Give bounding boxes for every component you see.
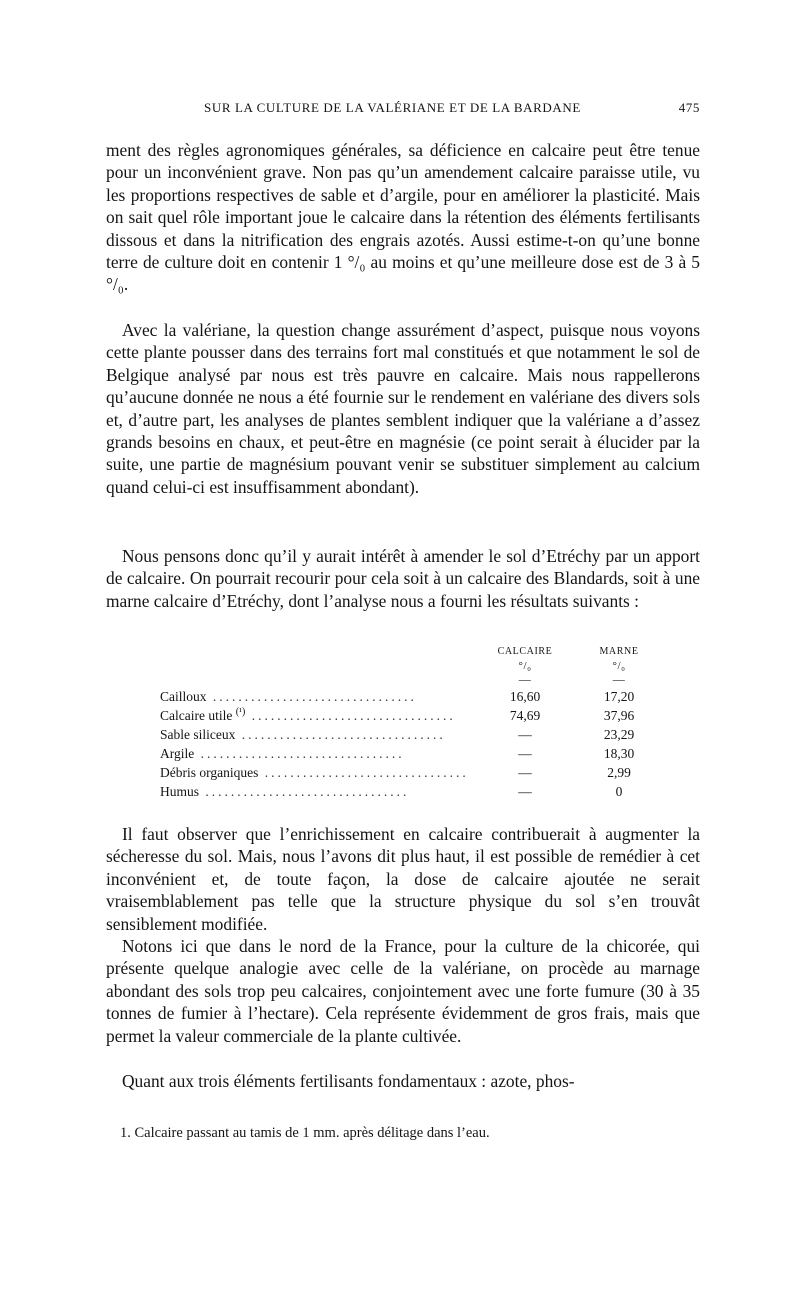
cell-calcaire: 74,69 (509, 708, 541, 723)
running-head (106, 100, 700, 120)
cell-calcaire: — (518, 765, 532, 780)
row-label: Débris organiques (160, 765, 259, 780)
paragraph-4: Il faut observer que l’enrichissement en calcaire contribuerait à augmenter la sécheresse du sol. Mais, nous l’avons dit plus haut, il est possible de remédier à cet inconvénient et, de toute façon, la dose de calcaire ajoutée ne serait vraisemblablement pas telle que la structure physique du sol s’en trouvât sensiblement modifiée. (106, 824, 700, 934)
paragraph-5: Notons ici que dans le nord de la France, pour la culture de la chicorée, qui présente quelque analogie avec celle de la valériane, on procède au marnage abondant des sols trop peu calcaires, conjointement avec une forte fumure (30 à 35 tonnes de fumier à l’hectare). Cela représente évidemment de gros frais, mais que permet la valeur commerciale de la plante cultivée. (106, 936, 700, 1046)
footnote-ref: (¹) (235, 706, 246, 718)
paragraph-6: Quant aux trois éléments fertilisants fondamentaux : azote, phos- (122, 1071, 575, 1091)
cell-calcaire: — (518, 727, 532, 742)
row-label: Argile (160, 746, 195, 761)
column-header-calcaire-label: CALCAIRE (497, 646, 553, 657)
column-header-marne (579, 645, 659, 685)
paragraph-3: Nous pensons donc qu’il y aurait intérêt à amender le sol d’Etréchy par un apport de calcaire. On pourrait recourir pour cela soit à un calcaire des Blandards, soit à une marne calcaire d’Etréchy, dont l’analyse nous a fourni les résultats suivants : (106, 546, 700, 611)
row-label: Humus (160, 784, 200, 799)
column-rule-marne: — (612, 672, 626, 686)
cell-calcaire: — (518, 746, 532, 761)
leader-dots: ................................ (199, 784, 410, 799)
cell-marne: 17,20 (603, 689, 635, 704)
leader-dots: ................................ (235, 727, 446, 742)
column-unit-marne: °/₀ (612, 660, 626, 672)
cell-marne: 18,30 (603, 746, 635, 761)
row-label: Calcaire utile (160, 708, 233, 723)
leader-dots: ................................ (258, 765, 469, 780)
table-row (160, 687, 680, 706)
cell-marne: 37,96 (603, 708, 635, 723)
page-number: 475 (678, 100, 700, 115)
column-header-calcaire (485, 645, 565, 685)
column-unit-calcaire: °/₀ (518, 660, 532, 672)
table-row (160, 744, 680, 763)
leader-dots: ................................ (206, 689, 417, 704)
table-row (160, 706, 680, 725)
table-row (160, 782, 680, 801)
cell-calcaire: — (518, 784, 532, 799)
row-label: Cailloux (160, 689, 207, 704)
table-row (160, 763, 680, 782)
cell-calcaire: 16,60 (509, 689, 541, 704)
row-label: Sable siliceux (160, 727, 236, 742)
column-header-marne-label: MARNE (599, 646, 639, 657)
footnote: 1. Calcaire passant au tamis de 1 mm. après délitage dans l’eau. (120, 1125, 490, 1141)
cell-marne: 23,29 (603, 727, 635, 742)
running-title: SUR LA CULTURE DE LA VALÉRIANE ET DE LA BARDANE (204, 100, 581, 115)
cell-marne: 0 (615, 784, 623, 799)
paragraph-1: ment des règles agronomiques générales, sa déficience en calcaire peut être tenue pour un inconvénient grave. Non pas qu’un amendement calcaire paraisse utile, vu les proportions respectives de sable et d’argile, pour en améliorer la plasticité. Mais on sait quel rôle important joue le calcaire dans la rétention des éléments fertilisants dissous et dans la nitrification des engrais azotés. Aussi estime-t-on qu’une bonne terre de culture doit en contenir 1 °/₀ au moins et qu’une meilleure dose est de 3 à 5 °/₀. (106, 140, 700, 295)
table-row (160, 725, 680, 744)
leader-dots: ................................ (194, 746, 405, 761)
leader-dots: ................................ (245, 708, 456, 723)
paragraph-2: Avec la valériane, la question change assurément d’aspect, puisque nous voyons cette plante pousser dans des terrains fort mal constitués et que notamment le sol de Belgique analysé par nous est très pauvre en calcaire. Mais nous rappellerons qu’aucune donnée ne nous a été fournie sur le rendement en valériane des divers sols et, d’autre part, les analyses de plantes semblent indiquer que la valériane a d’assez grands besoins en chaux, et peut-être en magnésie (ce point serait à élucider par la suite, une partie de magnésium pouvant venir se substituer simplement au calcium quand celui-ci est insuffisamment abondant). (106, 320, 700, 497)
column-rule-calcaire: — (518, 672, 532, 686)
cell-marne: 2,99 (607, 765, 631, 780)
